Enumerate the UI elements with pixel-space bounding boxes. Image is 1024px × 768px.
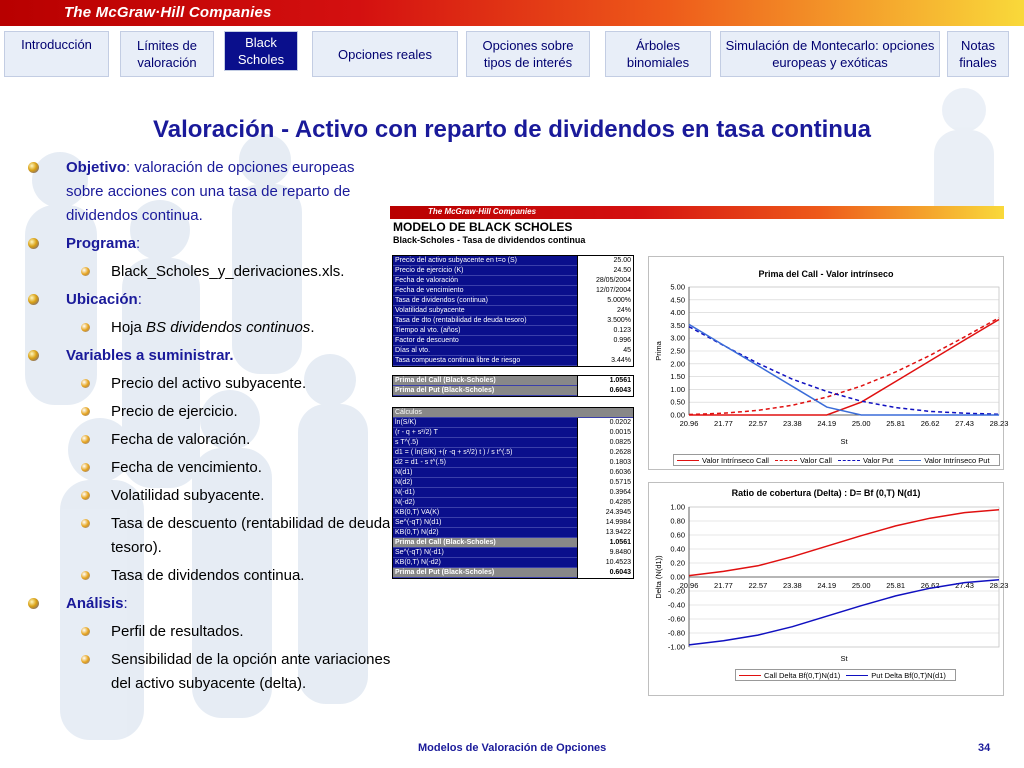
- row-value: 28/05/2004: [577, 276, 633, 286]
- row-label: Tiempo al vto. (años): [395, 327, 461, 334]
- variable-item: [26, 428, 396, 452]
- chart-legend: [673, 454, 1000, 466]
- y-tick-label: -0.60: [667, 614, 685, 624]
- table-row: [393, 306, 633, 316]
- x-tick-label: 28.23: [989, 419, 1009, 428]
- bullet-icon: [28, 162, 39, 173]
- analisis-text: Sensibilidad de la opción ante variaciones del activo subyacente (delta).: [111, 651, 391, 692]
- table-row: [393, 498, 633, 508]
- x-tick-label: 27.43: [955, 581, 974, 590]
- y-tick-label: -1.00: [667, 642, 685, 652]
- chart-prima-call: [648, 256, 1009, 470]
- legend-item: [838, 456, 893, 465]
- row-label: Días al vto.: [395, 347, 431, 354]
- table-row: [393, 448, 633, 458]
- row-label: KB(0,T) N(-d2): [395, 559, 441, 566]
- row-value: 14.9984: [577, 518, 633, 528]
- tab-arboles-binomiales[interactable]: Árboles binomiales: [605, 31, 711, 77]
- table-row: [393, 558, 633, 568]
- bullet-objetivo: [26, 156, 396, 228]
- legend-swatch: [739, 675, 761, 676]
- tab-black-scholes[interactable]: Black Scholes: [224, 31, 298, 71]
- x-tick-label: 25.00: [851, 581, 871, 590]
- sheet-banner: [390, 206, 1004, 219]
- x-tick-label: 22.57: [748, 581, 768, 590]
- chart-delta: [648, 482, 1009, 696]
- analisis-item: [26, 620, 396, 644]
- row-value: 10.4523: [577, 558, 633, 568]
- variable-text: Tasa de descuento (rentabilidad de deuda tesoro).: [111, 515, 391, 556]
- row-label: N(d2): [395, 479, 413, 486]
- variable-text: Fecha de valoración.: [111, 431, 251, 448]
- table-row: [393, 296, 633, 306]
- y-tick-label: 3.50: [670, 320, 685, 330]
- table-row: [393, 508, 633, 518]
- row-label: N(-d1): [395, 489, 415, 496]
- tab-opciones-tipos-interes[interactable]: Opciones sobre tipos de interés: [466, 31, 590, 77]
- table-row: [393, 538, 633, 548]
- tab-simulacion-montecarlo[interactable]: Simulación de Montecarlo: opciones europeas y exóticas: [720, 31, 940, 77]
- y-tick-label: 2.00: [670, 359, 685, 369]
- variable-text: Precio de ejercicio.: [111, 403, 238, 420]
- hoja-suffix: .: [310, 319, 315, 336]
- row-label: Precio del activo subyacente en t=o (S): [395, 257, 517, 264]
- table-row: [393, 286, 633, 296]
- row-label: Se^(-qT) N(d1): [395, 519, 442, 526]
- table-header: [393, 408, 633, 418]
- x-axis-label: St: [840, 437, 848, 446]
- row-label: Volatilidad subyacente: [395, 307, 465, 314]
- sub-bullet-icon: [81, 267, 90, 276]
- variable-text: Tasa de dividendos continua.: [111, 567, 305, 584]
- legend-label: Valor Intrínseco Call: [702, 455, 769, 465]
- sheet-title: MODELO DE BLACK SCHOLES: [393, 220, 573, 234]
- bullet-analisis: [26, 592, 396, 616]
- row-value: 25.00: [577, 256, 633, 266]
- x-tick-label: 20.96: [679, 419, 699, 428]
- programa-colon: :: [136, 235, 141, 252]
- footer-text: Modelos de Valoración de Opciones: [418, 742, 607, 754]
- tab-introduccion[interactable]: Introducción: [4, 31, 109, 77]
- row-value: 0.5715: [577, 478, 633, 488]
- row-value: 3.44%: [577, 356, 633, 366]
- row-value: 0.6043: [577, 386, 633, 396]
- variable-text: Precio del activo subyacente.: [111, 375, 307, 392]
- row-label: d2 = d1 - s t^(.5): [395, 459, 446, 466]
- sub-bullet-icon: [81, 519, 90, 528]
- bullet-icon: [28, 350, 39, 361]
- bullet-icon: [28, 598, 39, 609]
- table-row: [393, 548, 633, 558]
- x-tick-label: 26.62: [920, 581, 940, 590]
- hoja-name: BS dividendos continuos: [146, 319, 311, 336]
- x-tick-label: 24.19: [817, 419, 837, 428]
- variable-item: [26, 512, 396, 560]
- row-label: Prima del Call (Black-Scholes): [395, 377, 496, 384]
- bullet-variables: [26, 344, 396, 368]
- row-label: Se^(-qT) N(-d1): [395, 549, 444, 556]
- row-value: 0.2628: [577, 448, 633, 458]
- programa-file: Black_Scholes_y_derivaciones.xls.: [111, 263, 345, 280]
- x-tick-label: 22.57: [748, 419, 768, 428]
- y-tick-label: 0.00: [670, 572, 685, 582]
- y-tick-label: 4.00: [670, 308, 685, 318]
- objetivo-text: : valoración de opciones europeas sobre acciones con una tasa de reparto de dividendos continua.: [66, 159, 355, 224]
- legend-item: [739, 671, 840, 680]
- variable-text: Volatilidad subyacente.: [111, 487, 265, 504]
- legend-label: Valor Call: [799, 455, 832, 465]
- analisis-colon: :: [123, 595, 128, 612]
- x-axis-label: St: [840, 654, 848, 663]
- row-value: 0.3964: [577, 488, 633, 498]
- x-tick-label: 23.38: [782, 419, 802, 428]
- variable-item: [26, 400, 396, 424]
- table-row: [393, 468, 633, 478]
- sub-bullet-icon: [81, 571, 90, 580]
- row-label: Tasa de dto (rentabilidad de deuda tesoro): [395, 317, 527, 324]
- row-value: 0.0015: [577, 428, 633, 438]
- row-label: Fecha de vencimiento: [395, 287, 464, 294]
- page-title: Valoración - Activo con reparto de dividendos en tasa continua: [153, 116, 871, 143]
- row-value: 0.996: [577, 336, 633, 346]
- legend-swatch: [838, 460, 860, 461]
- table-row: [393, 336, 633, 346]
- y-tick-label: 0.50: [670, 397, 685, 407]
- row-value: 5.000%: [577, 296, 633, 306]
- table-row: [393, 356, 633, 366]
- y-tick-label: -0.20: [667, 586, 685, 596]
- table-row: [393, 346, 633, 356]
- bullet-programa-file: [26, 260, 396, 284]
- table-row: [393, 376, 633, 386]
- sheet-subtitle: Black-Scholes - Tasa de dividendos continua: [393, 235, 586, 245]
- table-row: [393, 266, 633, 276]
- y-tick-label: 5.00: [670, 282, 685, 292]
- chart-plot: [649, 483, 1009, 695]
- x-tick-label: 25.81: [886, 581, 906, 590]
- chart-plot: [649, 257, 1009, 469]
- row-value: 9.8480: [577, 548, 633, 558]
- table-row: [393, 528, 633, 538]
- table-row: [393, 438, 633, 448]
- row-label: N(-d2): [395, 499, 415, 506]
- legend-label: Put Delta Bf(0,T)N(d1): [871, 670, 946, 680]
- bullet-ubicacion: [26, 288, 396, 312]
- legend-label: Valor Intrínseco Put: [924, 455, 990, 465]
- row-value: 0.4285: [577, 498, 633, 508]
- row-value: 1.0561: [577, 538, 633, 548]
- ubicacion-colon: :: [137, 291, 142, 308]
- brand-logo: The McGraw·Hill Companies: [64, 4, 272, 21]
- x-tick-label: 25.00: [851, 419, 871, 428]
- sub-bullet-icon: [81, 463, 90, 472]
- tab-opciones-reales[interactable]: Opciones reales: [312, 31, 458, 77]
- legend-swatch: [677, 460, 699, 461]
- row-label: KB(0,T) N(d2): [395, 529, 439, 536]
- table-header-label: Cálculos: [395, 409, 422, 416]
- bullet-programa: [26, 232, 396, 256]
- calculations-table: [392, 407, 634, 579]
- bullet-hoja: [26, 316, 396, 340]
- variable-text: Fecha de vencimiento.: [111, 459, 262, 476]
- row-value: 12/07/2004: [577, 286, 633, 296]
- analisis-keyword: Análisis: [66, 595, 124, 612]
- x-tick-label: 23.38: [782, 581, 802, 590]
- tab-notas-finales[interactable]: Notas finales: [947, 31, 1009, 77]
- bullet-icon: [28, 294, 39, 305]
- hoja-prefix: Hoja: [111, 319, 147, 336]
- row-label: s T^(.5): [395, 439, 419, 446]
- y-tick-label: 0.20: [670, 558, 685, 568]
- row-value: 1.0561: [577, 376, 633, 386]
- y-tick-label: 0.80: [670, 516, 685, 526]
- row-value: 24%: [577, 306, 633, 316]
- row-label: Factor de descuento: [395, 337, 459, 344]
- table-row: [393, 256, 633, 266]
- row-value: 24.50: [577, 266, 633, 276]
- y-tick-label: 0.00: [670, 410, 685, 420]
- legend-swatch: [846, 675, 868, 676]
- row-value: 45: [577, 346, 633, 356]
- row-value: 0.0202: [577, 418, 633, 428]
- table-row: [393, 478, 633, 488]
- variable-item: [26, 484, 396, 508]
- legend-item: [677, 456, 769, 465]
- chart-title: Ratio de cobertura (Delta) : D= Bf (0,T) N(d1): [731, 488, 921, 498]
- legend-swatch: [775, 460, 797, 461]
- objetivo-keyword: Objetivo: [66, 159, 127, 176]
- sub-bullet-icon: [81, 379, 90, 388]
- chart-title: Prima del Call - Valor intrínseco: [758, 269, 894, 279]
- analisis-text: Perfil de resultados.: [111, 623, 244, 640]
- table-row: [393, 326, 633, 336]
- row-value: 0.6043: [577, 568, 633, 578]
- row-label: N(d1): [395, 469, 413, 476]
- y-tick-label: -0.40: [667, 600, 685, 610]
- table-row: [393, 316, 633, 326]
- sub-bullet-icon: [81, 655, 90, 664]
- legend-item: [899, 456, 989, 465]
- sub-bullet-icon: [81, 323, 90, 332]
- spreadsheet-screenshot: [390, 206, 1009, 696]
- top-banner: [0, 0, 1024, 26]
- inputs-table: [392, 255, 634, 367]
- row-value: 0.123: [577, 326, 633, 336]
- tab-limites-valoracion[interactable]: Límites de valoración: [120, 31, 214, 77]
- variables-keyword: Variables a suministrar.: [66, 347, 234, 364]
- legend-swatch: [899, 460, 921, 461]
- variable-item: [26, 456, 396, 480]
- row-label: Tasa de dividendos (continua): [395, 297, 489, 304]
- x-tick-label: 25.81: [886, 419, 906, 428]
- table-row: [393, 386, 633, 396]
- section-nav: [0, 28, 1024, 80]
- x-tick-label: 24.19: [817, 581, 837, 590]
- programa-keyword: Programa: [66, 235, 137, 252]
- table-row: [393, 518, 633, 528]
- chart-legend: [735, 669, 956, 681]
- row-value: 0.0825: [577, 438, 633, 448]
- x-tick-label: 21.77: [714, 419, 733, 428]
- analisis-item: [26, 648, 396, 696]
- row-value: 0.6036: [577, 468, 633, 478]
- row-value: 0.1803: [577, 458, 633, 468]
- row-label: Fecha de valoración: [395, 277, 459, 284]
- y-tick-label: 1.00: [670, 384, 685, 394]
- sheet-brand-logo: The McGraw·Hill Companies: [428, 207, 537, 216]
- y-tick-label: 2.50: [670, 346, 685, 356]
- bullet-icon: [28, 238, 39, 249]
- row-label: d1 = ( ln(S/K) +(r -q + s²/2) t ) / s t^(.5): [395, 449, 513, 456]
- x-tick-label: 26.62: [920, 419, 940, 428]
- row-label: ln(S/K): [395, 419, 417, 426]
- variable-item: [26, 564, 396, 588]
- legend-label: Call Delta Bf(0,T)N(d1): [764, 670, 841, 680]
- x-tick-label: 27.43: [955, 419, 974, 428]
- y-tick-label: 1.00: [670, 502, 685, 512]
- row-value: 3.500%: [577, 316, 633, 326]
- y-tick-label: 1.50: [670, 372, 685, 382]
- row-label: Tasa compuesta continua libre de riesgo: [395, 357, 521, 364]
- legend-label: Valor Put: [862, 455, 894, 465]
- table-row: [393, 418, 633, 428]
- sub-bullet-icon: [81, 491, 90, 500]
- y-axis-label: Prima: [654, 341, 663, 361]
- variable-item: [26, 372, 396, 396]
- sub-bullet-icon: [81, 435, 90, 444]
- x-tick-label: 20.96: [679, 581, 699, 590]
- table-row: [393, 568, 633, 578]
- y-tick-label: 0.60: [670, 530, 685, 540]
- y-tick-label: 3.00: [670, 333, 685, 343]
- row-label: Precio de ejercicio (K): [395, 267, 464, 274]
- row-label: Prima del Put (Black-Scholes): [395, 387, 495, 394]
- results-table: [392, 375, 634, 397]
- row-value: 13.9422: [577, 528, 633, 538]
- content-bullets: [26, 156, 396, 700]
- x-tick-label: 21.77: [714, 581, 733, 590]
- y-tick-label: 4.50: [670, 295, 685, 305]
- row-label: (r - q + s²/2) T: [395, 429, 438, 436]
- legend-item: [775, 456, 832, 465]
- row-label: Prima del Call (Black-Scholes): [395, 539, 496, 546]
- x-tick-label: 28.23: [989, 581, 1009, 590]
- table-row: [393, 458, 633, 468]
- ubicacion-keyword: Ubicación: [66, 291, 138, 308]
- y-tick-label: -0.80: [667, 628, 685, 638]
- table-row: [393, 428, 633, 438]
- page-number: 34: [978, 742, 991, 754]
- table-row: [393, 276, 633, 286]
- table-row: [393, 488, 633, 498]
- row-label: KB(0,T) VA(K): [395, 509, 440, 516]
- row-label: Prima del Put (Black-Scholes): [395, 569, 495, 576]
- y-axis-label: Delta (N(d1)): [654, 555, 663, 599]
- sub-bullet-icon: [81, 627, 90, 636]
- legend-item: [846, 671, 946, 680]
- row-value: 24.3945: [577, 508, 633, 518]
- sub-bullet-icon: [81, 407, 90, 416]
- y-tick-label: 0.40: [670, 544, 685, 554]
